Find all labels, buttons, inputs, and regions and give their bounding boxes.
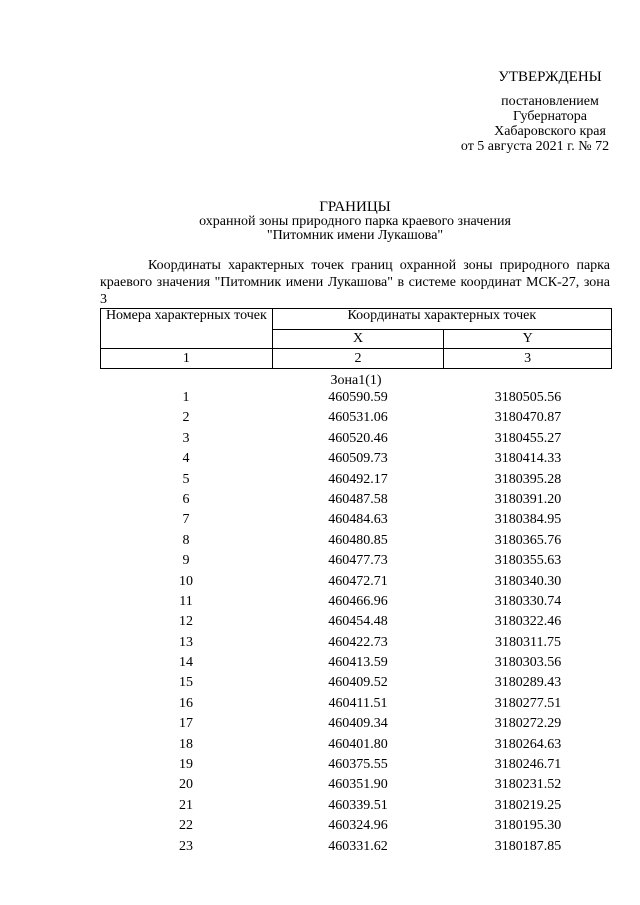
table-row xyxy=(100,796,612,816)
y-coordinate-cell: 3180340.30 xyxy=(494,573,562,589)
x-coordinate-cell: 460401.80 xyxy=(328,736,388,752)
y-coordinate-cell: 3180391.20 xyxy=(494,491,562,507)
approval-line-2: Губернатора xyxy=(512,109,588,124)
y-coordinate-cell: 3180311.75 xyxy=(495,634,561,650)
point-number-cell: 20 xyxy=(179,777,193,793)
y-coordinate-cell: 3180470.87 xyxy=(494,410,562,426)
x-coordinate-cell: 460375.55 xyxy=(328,757,388,773)
intro-text: Координаты характерных точек границ охранной зоны природного парка краевого значения "Питомник имени Лукашова" в системе координат МСК-27, зона 3 xyxy=(100,258,610,307)
col-number-3: 3 xyxy=(444,349,612,369)
point-number-cell: 7 xyxy=(182,512,190,528)
point-number-cell: 19 xyxy=(179,757,193,773)
point-number-cell: 9 xyxy=(182,553,190,569)
y-coordinate-cell: 3180384.95 xyxy=(494,512,562,528)
x-coordinate-cell: 460472.71 xyxy=(328,573,388,589)
point-number-cell: 6 xyxy=(182,491,190,507)
zone-label: Зона1(1) xyxy=(330,373,382,388)
y-coordinate-cell: 3180219.25 xyxy=(494,797,562,813)
y-coordinate-cell: 3180264.63 xyxy=(494,736,562,752)
document-subtitle-2: "Питомник имени Лукашова" xyxy=(266,228,444,243)
table-row xyxy=(100,531,612,551)
y-coordinate-cell: 3180195.30 xyxy=(494,818,562,834)
point-number-cell: 16 xyxy=(179,695,193,711)
approval-line-1: постановлением xyxy=(501,94,599,109)
point-number-cell: 5 xyxy=(182,471,190,487)
coordinates-rows xyxy=(100,388,612,857)
x-coordinate-cell: 460411.51 xyxy=(328,695,388,711)
col-y-header: Y xyxy=(444,330,612,349)
x-coordinate-cell: 460531.06 xyxy=(328,410,388,426)
col-coordinates-header: Координаты характерных точек xyxy=(272,309,611,330)
y-coordinate-cell: 3180365.76 xyxy=(494,532,562,548)
y-coordinate-cell: 3180330.74 xyxy=(494,593,562,609)
x-coordinate-cell: 460339.51 xyxy=(328,797,388,813)
table-row xyxy=(100,735,612,755)
table-row xyxy=(100,470,612,490)
y-coordinate-cell: 3180455.27 xyxy=(494,430,562,446)
y-coordinate-cell: 3180414.33 xyxy=(494,451,562,467)
approval-heading: УТВЕРЖДЕНЫ xyxy=(498,69,602,85)
x-coordinate-cell: 460331.62 xyxy=(328,838,388,854)
y-coordinate-cell: 3180187.85 xyxy=(494,838,562,854)
table-row xyxy=(100,551,612,571)
col-points-header: Номера характерных точек xyxy=(101,309,273,349)
point-number-cell: 10 xyxy=(179,573,193,589)
x-coordinate-cell: 460351.90 xyxy=(328,777,388,793)
col-number-1: 1 xyxy=(101,349,273,369)
point-number-cell: 23 xyxy=(179,838,193,854)
x-coordinate-cell: 460484.63 xyxy=(328,512,388,528)
x-coordinate-cell: 460409.34 xyxy=(328,716,388,732)
point-number-cell: 4 xyxy=(182,451,190,467)
x-coordinate-cell: 460590.59 xyxy=(328,390,388,405)
col-x-header: X xyxy=(272,330,444,349)
x-coordinate-cell: 460324.96 xyxy=(328,818,388,834)
approval-block xyxy=(430,70,640,154)
table-row xyxy=(100,633,612,653)
table-row xyxy=(100,510,612,530)
y-coordinate-cell: 3180277.51 xyxy=(494,695,562,711)
point-number-cell: 8 xyxy=(182,532,190,548)
table-row xyxy=(100,408,612,428)
table-row xyxy=(100,572,612,592)
intro-paragraph xyxy=(100,257,610,308)
point-number-cell: 1 xyxy=(182,390,190,405)
table-row xyxy=(100,388,612,408)
y-coordinate-cell: 3180355.63 xyxy=(494,553,562,569)
x-coordinate-cell: 460487.58 xyxy=(328,491,388,507)
table-row xyxy=(100,816,612,836)
point-number-cell: 12 xyxy=(179,614,193,630)
table-row xyxy=(100,837,612,857)
point-number-cell: 15 xyxy=(179,675,193,691)
point-number-cell: 3 xyxy=(182,430,190,446)
y-coordinate-cell: 3180303.56 xyxy=(494,655,562,671)
approval-line-3: Хабаровского края xyxy=(494,124,606,139)
col-number-2: 2 xyxy=(272,349,444,369)
table-row xyxy=(100,490,612,510)
x-coordinate-cell: 460509.73 xyxy=(328,451,388,467)
x-coordinate-cell: 460477.73 xyxy=(328,553,388,569)
table-row xyxy=(100,714,612,734)
table-row xyxy=(100,449,612,469)
point-number-cell: 22 xyxy=(179,818,193,834)
point-number-cell: 17 xyxy=(179,716,193,732)
x-coordinate-cell: 460422.73 xyxy=(328,634,388,650)
table-row xyxy=(100,612,612,632)
table-row xyxy=(100,775,612,795)
point-number-cell: 2 xyxy=(182,410,190,426)
x-coordinate-cell: 460454.48 xyxy=(328,614,388,630)
y-coordinate-cell: 3180322.46 xyxy=(494,614,562,630)
x-coordinate-cell: 460492.17 xyxy=(328,471,388,487)
x-coordinate-cell: 460466.96 xyxy=(328,593,388,609)
table-row xyxy=(100,592,612,612)
document-title: ГРАНИЦЫ xyxy=(319,199,391,215)
y-coordinate-cell: 3180272.29 xyxy=(494,716,562,732)
y-coordinate-cell: 3180395.28 xyxy=(494,471,562,487)
x-coordinate-cell: 460409.52 xyxy=(328,675,388,691)
table-row xyxy=(100,694,612,714)
point-number-cell: 14 xyxy=(179,655,193,671)
table-row xyxy=(100,429,612,449)
y-coordinate-cell: 3180505.56 xyxy=(494,390,562,405)
point-number-cell: 11 xyxy=(179,593,193,609)
table-row xyxy=(100,673,612,693)
point-number-cell: 21 xyxy=(179,797,193,813)
coordinates-table-header xyxy=(100,308,612,369)
y-coordinate-cell: 3180231.52 xyxy=(494,777,562,793)
document-subtitle-1: охранной зоны природного парка краевого значения xyxy=(199,214,511,229)
table-row xyxy=(100,653,612,673)
x-coordinate-cell: 460520.46 xyxy=(328,430,388,446)
x-coordinate-cell: 460413.59 xyxy=(328,655,388,671)
y-coordinate-cell: 3180246.71 xyxy=(494,757,562,773)
point-number-cell: 18 xyxy=(179,736,193,752)
table-row xyxy=(100,755,612,775)
document-title-block xyxy=(100,200,610,243)
approval-line-4: от 5 августа 2021 г. № 72 xyxy=(460,139,610,154)
x-coordinate-cell: 460480.85 xyxy=(328,532,388,548)
y-coordinate-cell: 3180289.43 xyxy=(494,675,562,691)
point-number-cell: 13 xyxy=(179,634,193,650)
